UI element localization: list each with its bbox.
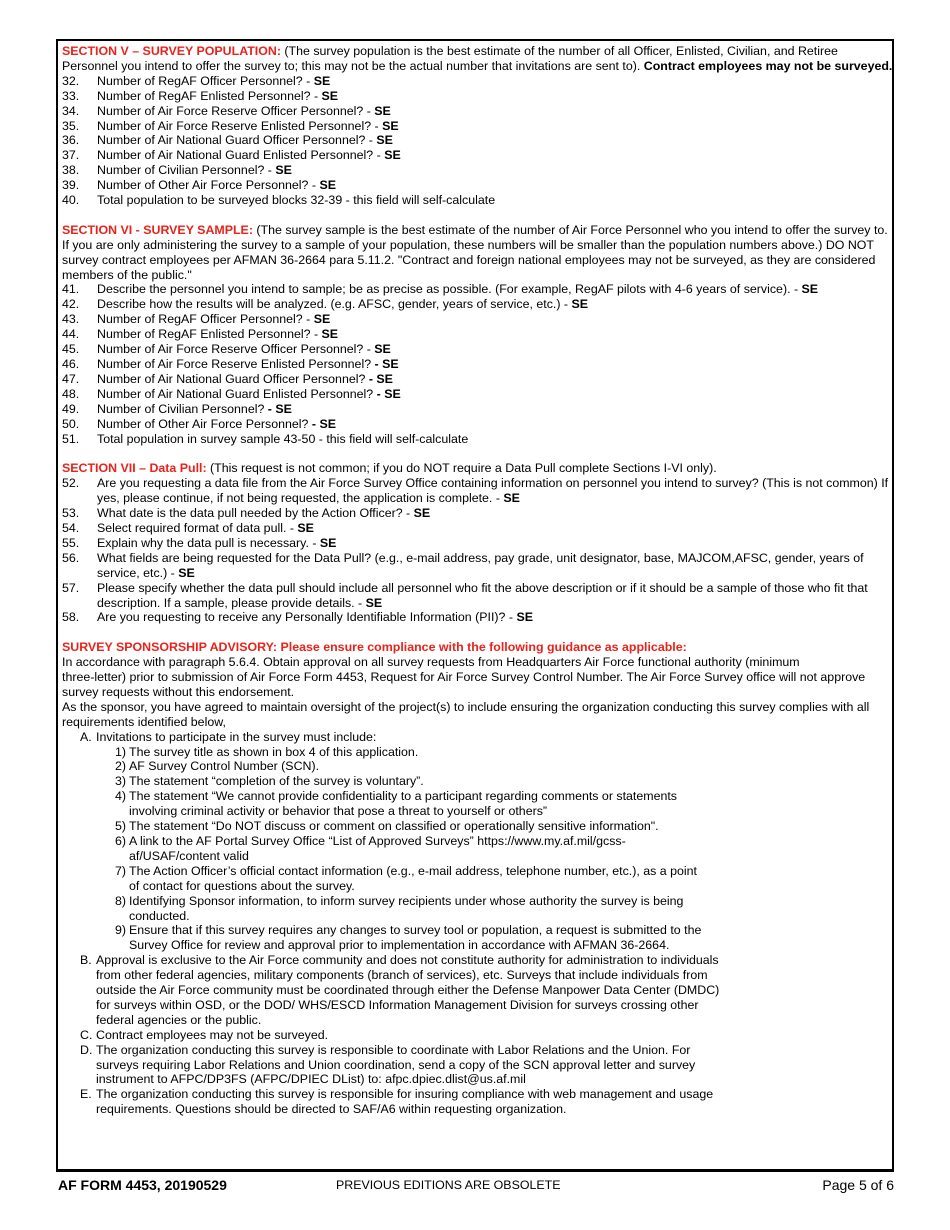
form-question xyxy=(62,387,894,402)
question-tag: SE xyxy=(516,610,533,625)
question-tag: - SE xyxy=(267,401,292,416)
section-6-items xyxy=(62,282,894,446)
question-label: Number of Air Force Reserve Officer Personnel? - xyxy=(97,103,375,118)
question-label: What date is the data pull needed by the Action Officer? - xyxy=(97,506,414,521)
invitation-requirement xyxy=(62,774,894,789)
question-text xyxy=(97,506,894,521)
question-number: 37. xyxy=(62,148,80,163)
question-label: Select required format of data pull. - xyxy=(97,520,298,535)
advisory-item xyxy=(62,1028,894,1043)
question-text xyxy=(97,74,894,89)
section-7-items xyxy=(62,476,894,625)
question-number: 52. xyxy=(62,476,80,491)
requirement-number: 7) xyxy=(115,863,127,878)
advisory-paragraph-1 xyxy=(62,655,894,700)
question-number: 39. xyxy=(62,178,80,193)
question-label: Explain why the data pull is necessary. - xyxy=(97,535,320,550)
question-text xyxy=(97,610,894,625)
question-number: 46. xyxy=(62,357,80,372)
invitation-requirement xyxy=(62,745,894,760)
question-number: 38. xyxy=(62,163,80,178)
question-tag: SE xyxy=(321,327,339,342)
form-question xyxy=(62,104,894,119)
question-label: Number of Civilian Personnel? - xyxy=(97,163,276,178)
advisory-item-a xyxy=(62,730,894,745)
question-text xyxy=(97,297,894,312)
question-text xyxy=(97,387,894,402)
question-text xyxy=(97,119,894,134)
question-text xyxy=(97,282,894,297)
section-7-intro-text: (This request is not common; if you do NOT require a Data Pull complete Sections I-VI only). xyxy=(206,461,717,476)
invitation-requirements xyxy=(62,745,894,954)
question-tag: SE xyxy=(313,73,331,88)
form-question xyxy=(62,476,894,506)
form-question xyxy=(62,551,894,581)
section-5-intro xyxy=(62,44,894,74)
question-label: Total population in survey sample 43-50 - this field will self-calculate xyxy=(97,431,469,446)
form-question xyxy=(62,521,894,536)
section-5-heading: SECTION V – SURVEY POPULATION: xyxy=(62,44,281,58)
question-number: 56. xyxy=(62,550,80,565)
question-tag: SE xyxy=(384,148,401,163)
form-question xyxy=(62,312,894,327)
question-tag: SE xyxy=(319,535,337,550)
question-label: Number of Other Air Force Personnel? - xyxy=(97,178,320,193)
question-tag: SE xyxy=(313,312,331,327)
advisory-item-letter: B. xyxy=(80,953,92,968)
question-number: 48. xyxy=(62,386,80,401)
question-text xyxy=(97,312,894,327)
obsolete-notice: PREVIOUS EDITIONS ARE OBSOLETE xyxy=(336,1178,561,1192)
question-text xyxy=(97,402,894,417)
question-label: Describe the personnel you intend to sample; be as precise as possible. (For example, RegAF pilots with 4-6 years of service). - xyxy=(97,282,802,297)
requirement-number: 2) xyxy=(115,759,127,774)
question-number: 50. xyxy=(62,416,80,431)
form-question xyxy=(62,432,894,447)
section-5-intro-text: (The survey population is the best estimate of the number of all Officer, Enlisted, Civilian, and Retiree Personnel you intend to offer the survey to; this may not be the actual number that invitations are sent to). xyxy=(62,44,838,73)
advisory-item xyxy=(62,953,894,1028)
advisory-paragraph-2: As the sponsor, you have agreed to maintain oversight of the project(s) to include ensuring the organization conducting this survey complies with all requirements identified below, xyxy=(62,699,870,729)
question-tag: SE xyxy=(571,297,589,312)
advisory-item-letter: D. xyxy=(80,1042,93,1057)
invitation-requirement xyxy=(62,894,894,924)
question-tag: SE xyxy=(801,282,819,297)
advisory-item-text: Invitations to participate in the survey must include: xyxy=(96,729,377,744)
question-number: 42. xyxy=(62,297,80,312)
form-question xyxy=(62,357,894,372)
question-tag: SE xyxy=(178,565,195,580)
requirement-text: Identifying Sponsor information, to inform survey recipients under whose authority the survey is being conducted. xyxy=(129,893,684,923)
question-text xyxy=(97,178,894,193)
question-number: 44. xyxy=(62,327,80,342)
question-number: 45. xyxy=(62,342,80,357)
question-label: Number of Air Force Reserve Officer Personnel? - xyxy=(97,342,375,357)
question-label: Number of RegAF Officer Personnel? - xyxy=(97,312,314,327)
form-question xyxy=(62,282,894,297)
question-text xyxy=(97,327,894,342)
requirement-number: 6) xyxy=(115,833,127,848)
section-6-intro-text: (The survey sample is the best estimate of the number of Air Force Personnel who you intend to offer the survey to. If you are only administering the survey to a sample of your population, these numbers will be smaller than the population numbers above.) DO NOT survey contract employees per AFMAN 36-2664 para 5.11.2. "Contract and foreign national employees may not be surveyed, as they are considered members of the public." xyxy=(62,222,888,282)
section-6-intro xyxy=(62,223,894,283)
form-question xyxy=(62,163,894,178)
requirement-number: 8) xyxy=(115,893,127,908)
question-label: Describe how the results will be analyzed. (e.g. AFSC, gender, years of service, etc.) - xyxy=(97,297,572,312)
question-tag: SE xyxy=(374,342,391,357)
advisory-item-letter: E. xyxy=(80,1087,92,1102)
advisory-item-letter: C. xyxy=(80,1027,93,1042)
requirement-text: A link to the AF Portal Survey Office “List of Approved Surveys” https://www.my.af.mil/gcss-af/USAF/content valid xyxy=(129,833,626,863)
question-text xyxy=(97,89,894,104)
question-text xyxy=(97,193,894,208)
form-id: AF FORM 4453, 20190529 xyxy=(58,1177,227,1193)
question-number: 49. xyxy=(62,401,80,416)
question-tag: - SE xyxy=(311,416,336,431)
advisory-item xyxy=(62,1043,894,1088)
advisory-item-text: Contract employees may not be surveyed. xyxy=(96,1027,329,1042)
question-label: Are you requesting a data file from the Air Force Survey Office containing information on personnel you intend to survey? (This is not common) If yes, please continue, if not being requested, the application is complete. - xyxy=(97,476,889,506)
question-text xyxy=(97,476,894,506)
form-question xyxy=(62,133,894,148)
form-question xyxy=(62,610,894,625)
question-number: 33. xyxy=(62,88,80,103)
advisory-item-text: The organization conducting this survey is responsible to coordinate with Labor Relations and the Union. For surveys requiring Labor Relations and Union coordination, send a copy of the SCN approval letter and survey instrument to AFPC/DP3FS (AFPC/DPIEC DList) to: afpc.dpiec.dlist@us.af.mil xyxy=(96,1042,696,1087)
question-label: Number of Air Force Reserve Enlisted Personnel? - xyxy=(97,118,383,133)
requirement-text: The statement “Do NOT discuss or comment on classified or operationally sensitive information". xyxy=(129,819,659,834)
advisory-heading: SURVEY SPONSORSHIP ADVISORY: Please ensure compliance with the following guidance as applicable: xyxy=(62,640,687,655)
question-tag: - SE xyxy=(368,371,393,386)
requirement-text: Ensure that if this survey requires any changes to survey tool or population, a request is submitted to the Survey Office for review and approval prior to implementation in accordance with AFMAN 36-2664. xyxy=(129,923,702,953)
form-question xyxy=(62,89,894,104)
question-tag: SE xyxy=(374,103,391,118)
invitation-requirement xyxy=(62,923,894,953)
question-number: 43. xyxy=(62,312,80,327)
question-number: 41. xyxy=(62,282,80,297)
question-text xyxy=(97,536,894,551)
question-text xyxy=(97,148,894,163)
question-label: Number of Civilian Personnel? xyxy=(97,401,268,416)
question-tag: SE xyxy=(297,520,314,535)
advisory-item-text: Approval is exclusive to the Air Force community and does not constitute authority for administration to individuals from other federal agencies, military components (branch of services), etc. Surveys that include individuals from outside the Air Force community must be coordinated through either the Defense Manpower Data Center (DMDC) for surveys within OSD, or the DOD/ WHS/ESCD Information Management Division for surveys crossing other federal agencies or the public. xyxy=(96,953,720,1027)
advisory-item-letter: A. xyxy=(80,729,92,744)
question-tag: SE xyxy=(503,491,520,506)
question-label: Number of Air National Guard Officer Personnel? - xyxy=(97,133,377,148)
question-number: 57. xyxy=(62,580,80,595)
question-number: 54. xyxy=(62,520,80,535)
form-question xyxy=(62,297,894,312)
question-text xyxy=(97,133,894,148)
requirement-text: The statement “completion of the survey is voluntary”. xyxy=(129,774,424,789)
form-question xyxy=(62,417,894,432)
question-text xyxy=(97,417,894,432)
question-text xyxy=(97,104,894,119)
question-number: 34. xyxy=(62,103,80,118)
question-label: Are you requesting to receive any Personally Identifiable Information (PII)? - xyxy=(97,610,517,625)
form-question xyxy=(62,178,894,193)
question-number: 36. xyxy=(62,133,80,148)
advisory-item-text: The organization conducting this survey is responsible for insuring compliance with web management and usage requirements. Questions should be directed to SAF/A6 within requesting organization. xyxy=(96,1087,714,1117)
requirement-number: 5) xyxy=(115,819,127,834)
form-question xyxy=(62,536,894,551)
question-label: Number of Other Air Force Personnel? xyxy=(97,416,312,431)
question-label: Number of Air National Guard Enlisted Personnel? - xyxy=(97,148,385,163)
question-tag: SE xyxy=(376,133,393,148)
form-question xyxy=(62,74,894,89)
section-5-intro-bold: Contract employees may not be surveyed. xyxy=(643,58,893,73)
form-content xyxy=(62,44,894,1117)
question-number: 53. xyxy=(62,506,80,521)
question-tag: SE xyxy=(413,506,431,521)
requirement-number: 3) xyxy=(115,774,127,789)
question-text xyxy=(97,163,894,178)
question-label: Number of Air National Guard Officer Personnel? xyxy=(97,371,369,386)
question-number: 47. xyxy=(62,371,80,386)
requirement-number: 4) xyxy=(115,789,127,804)
form-question xyxy=(62,506,894,521)
question-tag: - SE xyxy=(376,386,401,401)
question-label: Total population to be surveyed blocks 32-39 - this field will self-calculate xyxy=(97,193,496,208)
advisory-paragraph-1-rest: three-letter) prior to submission of Air Force Form 4453, Request for Air Force Survey Control Number. The Air Force Survey office will not approve survey requests without this endorsement. xyxy=(62,670,866,699)
invitation-requirement xyxy=(62,819,894,834)
form-question xyxy=(62,402,894,417)
form-question xyxy=(62,119,894,134)
question-number: 55. xyxy=(62,535,80,550)
section-6-heading: SECTION VI - SURVEY SAMPLE: xyxy=(62,222,253,237)
requirement-text: The statement “We cannot provide confidentiality to a participant regarding comments or statements involving criminal activity or behavior that pose a threat to yourself or others” xyxy=(129,789,677,819)
question-tag: SE xyxy=(321,88,339,103)
question-label: Number of RegAF Enlisted Personnel? - xyxy=(97,327,322,342)
question-number: 35. xyxy=(62,118,80,133)
section-7-intro xyxy=(62,461,894,476)
form-footer xyxy=(58,1175,894,1195)
invitation-requirement xyxy=(62,834,894,864)
question-number: 51. xyxy=(62,431,80,446)
requirement-number: 1) xyxy=(115,744,127,759)
form-question xyxy=(62,148,894,163)
form-question xyxy=(62,581,894,611)
question-text xyxy=(97,357,894,372)
question-number: 58. xyxy=(62,610,80,625)
question-text xyxy=(97,581,894,611)
requirement-text: The Action Officer’s official contact information (e.g., e-mail address, telephone number, etc.), as a point of contact for questions about the survey. xyxy=(129,863,697,893)
form-question xyxy=(62,193,894,208)
question-tag: SE xyxy=(319,178,336,193)
section-7-heading: SECTION VII – Data Pull: xyxy=(62,461,207,476)
question-label: What fields are being requested for the Data Pull? (e.g., e-mail address, pay grade, unit designator, base, MAJCOM,AFSC, gender, years of service, etc.) - xyxy=(97,550,864,580)
question-label: Number of Air Force Reserve Enlisted Personnel? xyxy=(97,357,375,372)
form-question xyxy=(62,342,894,357)
question-text xyxy=(97,372,894,387)
question-tag: SE xyxy=(382,118,399,133)
question-number: 40. xyxy=(62,193,80,208)
requirement-text: AF Survey Control Number (SCN). xyxy=(129,759,320,774)
question-tag: SE xyxy=(365,595,383,610)
advisory-item xyxy=(62,1087,894,1117)
question-label: Number of RegAF Enlisted Personnel? - xyxy=(97,88,322,103)
question-tag: - SE xyxy=(374,357,399,372)
invitation-requirement xyxy=(62,864,894,894)
question-label: Number of Air National Guard Enlisted Personnel? xyxy=(97,386,377,401)
question-label: Number of RegAF Officer Personnel? - xyxy=(97,73,314,88)
question-text xyxy=(97,432,894,447)
invitation-requirement xyxy=(62,789,894,819)
question-text xyxy=(97,521,894,536)
question-number: 32. xyxy=(62,73,80,88)
question-text xyxy=(97,342,894,357)
requirement-number: 9) xyxy=(115,923,127,938)
requirement-text: The survey title as shown in box 4 of this application. xyxy=(129,744,419,759)
section-5-items xyxy=(62,74,894,208)
form-question xyxy=(62,372,894,387)
question-text xyxy=(97,551,894,581)
form-question xyxy=(62,327,894,342)
advisory-paragraph-1-line-1: In accordance with paragraph 5.6.4. Obtain approval on all survey requests from Headquarters Air Force functional authority (minimum xyxy=(62,655,800,670)
question-tag: SE xyxy=(275,163,292,178)
page-number: Page 5 of 6 xyxy=(822,1177,894,1193)
advisory-items xyxy=(62,953,894,1117)
question-label: Please specify whether the data pull should include all personnel who fit the above description or if it should be a sample of those who fit that description. If a sample, please provide details. - xyxy=(97,580,868,610)
invitation-requirement xyxy=(62,759,894,774)
